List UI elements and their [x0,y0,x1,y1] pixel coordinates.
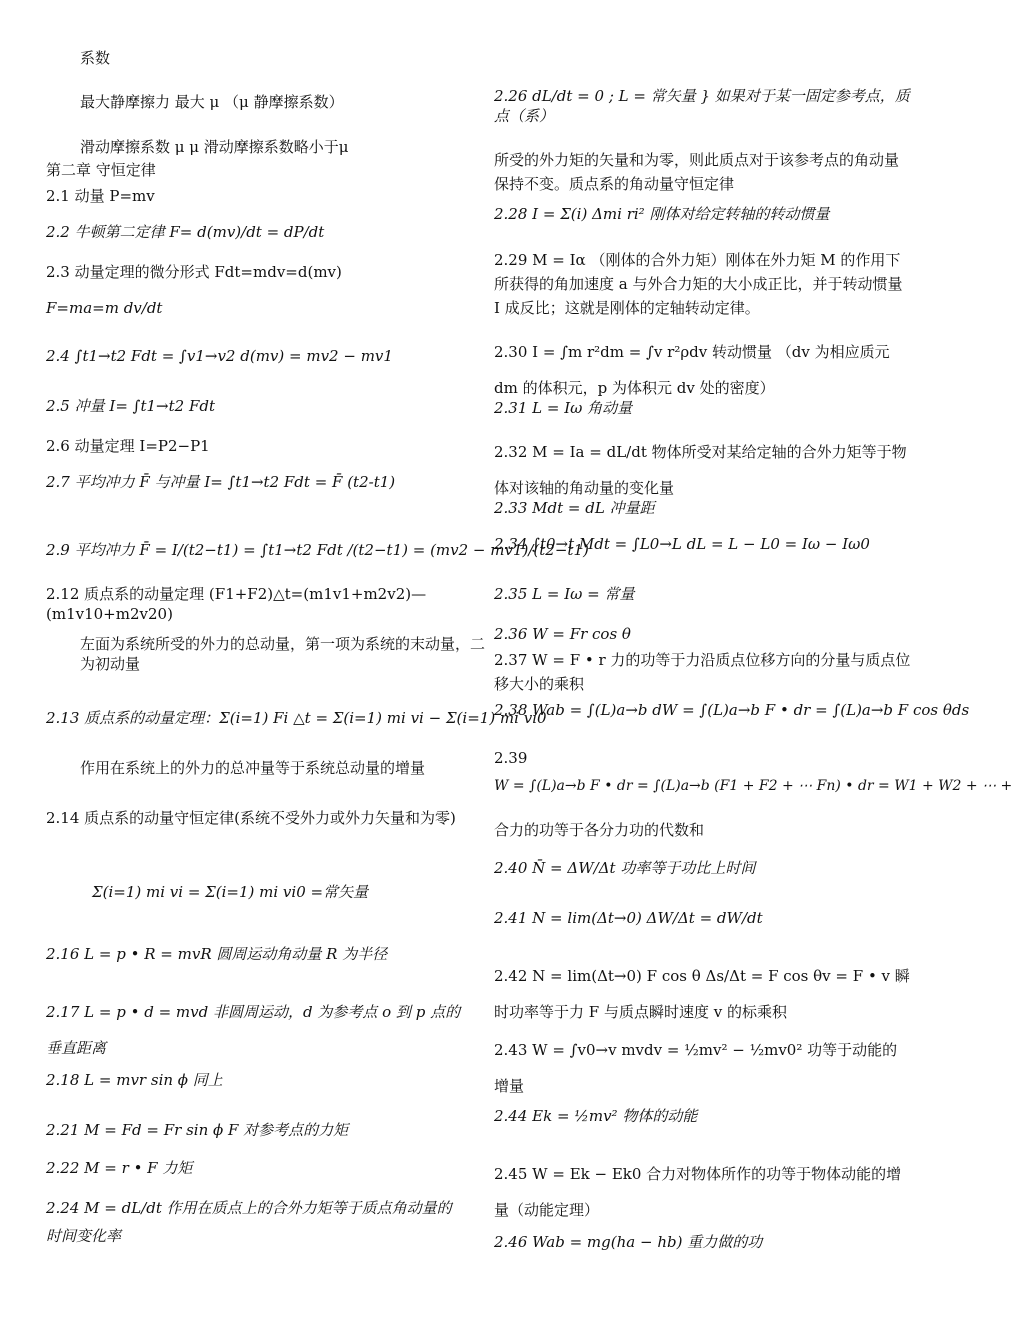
formula-line: 2.18 L = mvr sin ϕ 同上 [46,1071,223,1089]
formula-line: 2.13 质点系的动量定理：Σ(i=1) Fi △t = Σ(i=1) mi vi − Σ(i=1) mi vi0 [46,709,547,727]
formula-line: 2.42 N = lim(Δt→0) F cos θ Δs/Δt = F cos θv = F • v 瞬时功率等于力 F 与质点瞬时速度 v 的标乘积 [494,967,910,1021]
text-line: 系数 [80,49,111,67]
formula-line: 2.12 质点系的动量定理 (F1+F2)△t=(m1v1+m2v2)—(m1v10+m2v20) [46,585,427,623]
text-line: 作用在系统上的外力的总冲量等于系统总动量的增量 [80,759,426,777]
formula-line: 2.2 牛顿第二定律 F= d(mv)/dt = dP/dt [46,223,325,241]
formula-line: 2.17 L = p • d = mvd 非圆周运动，d 为参考点 o 到 p 点的垂直距离 [46,1003,461,1057]
formula-line: 2.40 N̄ = ΔW/Δt 功率等于功比上时间 [494,859,756,877]
formula-line: 2.21 M = Fd = Fr sin ϕ F 对参考点的力矩 [46,1121,349,1139]
formula-line: 2.1 动量 P=mv [46,187,155,205]
text-line: 2.14 质点系的动量守恒定律(系统不受外力或外力矢量和为零) [46,809,456,827]
text-line: 所受的外力矩的矢量和为零，则此质点对于该参考点的角动量保持不变。质点系的角动量守恒定律 [494,151,900,193]
formula-line: 2.34 ∫t0→t Mdt = ∫L0→L dL = L − L0 = Iω − Iω0 [494,535,870,553]
formula-line: 2.44 Ek = ½mv² 物体的动能 [494,1107,698,1125]
text-line: 滑动摩擦系数 μ μ 滑动摩擦系数略小于μ [80,138,349,156]
formula-line: F=ma=m dv/dt [46,299,163,317]
formula-line: 2.36 W = Fr cos θ [494,625,631,643]
formula-line: 2.22 M = r • F 力矩 [46,1159,193,1177]
formula-line: 2.38 Wab = ∫(L)a→b dW = ∫(L)a→b F • dr = ∫(L)a→b F cos θds [494,701,970,719]
formula-line: 2.16 L = p • R = mvR 圆周运动角动量 R 为半径 [46,945,388,963]
formula-line: 2.7 平均冲力 F̄ 与冲量 I= ∫t1→t2 Fdt = F̄ (t2-t1) [46,473,396,491]
formula-line: 2.43 W = ∫v0→v mvdv = ½mv² − ½mv0² 功等于动能的增量 [494,1041,898,1095]
formula-line: 2.35 L = Iω = 常量 [494,585,635,603]
formula-line: 2.45 W = Ek − Ek0 合力对物体所作的功等于物体动能的增量（动能定理） [494,1165,902,1219]
formula-label: 2.39 [494,749,528,767]
formula-line: W = ∫(L)a→b F • dr = ∫(L)a→b (F1 + F2 + ⋯ Fn) • dr = W1 + W2 + ⋯ + [494,778,1012,794]
formula-line: 2.6 动量定理 I=P2−P1 [46,437,210,455]
formula-line: 2.37 W = F • r 力的功等于力沿质点位移方向的分量与质点位移大小的乘积 [494,651,911,693]
formula-line: 2.28 I = Σ(i) Δmi ri² 刚体对给定转轴的转动惯量 [494,205,830,223]
text-line: 合力的功等于各分力功的代数和 [494,821,705,839]
formula-line: 2.46 Wab = mg(ha − hb) 重力做的功 [494,1233,763,1251]
formula-line: 2.4 ∫t1→t2 Fdt = ∫v1→v2 d(mv) = mv2 − mv1 [46,347,393,365]
text-line: 最大静摩擦力 最大 μ （μ 静摩擦系数） [80,93,344,111]
formula-line: 2.3 动量定理的微分形式 Fdt=mdv=d(mv) [46,263,342,281]
formula-line: 2.31 L = Iω 角动量 [494,399,633,417]
chapter-heading: 第二章 守恒定律 [46,161,156,179]
formula-line: 2.33 Mdt = dL 冲量距 [494,499,655,517]
formula-line: 2.26 dL/dt = 0 ; L = 常矢量 } 如果对于某一固定参考点，质点（系） [494,87,910,125]
formula-line: 2.41 N = lim(Δt→0) ΔW/Δt = dW/dt [494,909,763,927]
formula-line: 2.9 平均冲力 F̄ = I/(t2−t1) = ∫t1→t2 Fdt /(t2−t1) = (mv2 − mv1)/(t2−t1) [46,541,589,559]
formula-line: 2.29 M = Iα （刚体的合外力矩）刚体在外力矩 M 的作用下所获得的角加速度 a 与外合力矩的大小成正比，并于转动惯量 I 成反比；这就是刚体的定轴转动定律。 [494,251,903,317]
formula-line: 2.32 M = Ia = dL/dt 物体所受对某给定轴的合外力矩等于物体对该轴的角动量的变化量 [494,443,907,497]
formula-line: Σ(i=1) mi vi = Σ(i=1) mi vi0 =常矢量 [92,883,369,901]
formula-line: 2.5 冲量 I= ∫t1→t2 Fdt [46,397,215,415]
formula-line: 2.24 M = dL/dt 作用在质点上的合外力矩等于质点角动量的时间变化率 [46,1199,452,1245]
text-line: 左面为系统所受的外力的总动量，第一项为系统的末动量，二为初动量 [80,635,486,673]
formula-line: 2.30 I = ∫m r²dm = ∫v r²ρdv 转动惯量 （dv 为相应质元 dm 的体积元，p 为体积元 dv 处的密度） [494,343,890,397]
